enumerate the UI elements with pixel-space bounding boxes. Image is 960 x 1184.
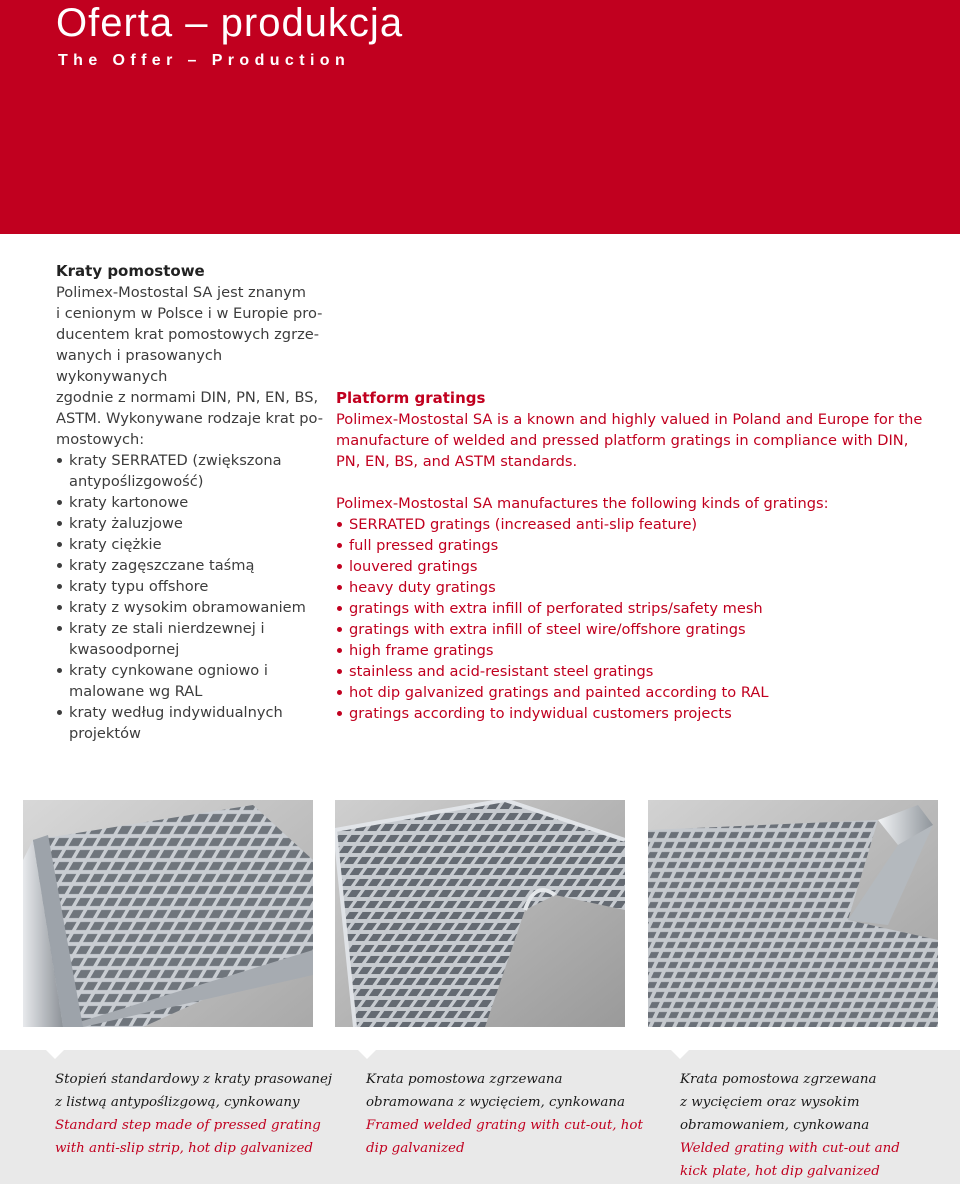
caption-pointer (46, 1050, 64, 1059)
list-item: kraty typu offshore (56, 576, 326, 597)
caption-step-grating: Stopień standardowy z kraty prasowanej z listwą antypoślizgową, cynkowany Standard step made of pressed grating with anti-slip strip, hot dip galvanized (55, 1072, 333, 1156)
list-item: louvered gratings (336, 556, 936, 577)
list-item: gratings with extra infill of steel wire/offshore gratings (336, 619, 936, 640)
polish-intro: Polimex-Mostostal SA jest znanym i cenionym w Polsce i w Europie pro- ducentem krat pomostowych zgrze- wanych i prasowanych wykonywanych zgodnie z normami DIN, PN, EN, BS, ASTM. Wykonywane rodzaje krat po- mostowych: (56, 284, 323, 448)
list-item: full pressed gratings (336, 535, 936, 556)
list-item: kraty z wysokim obramowaniem (56, 597, 326, 618)
photo-kickplate-grating (648, 800, 938, 1027)
english-heading: Platform gratings (336, 389, 486, 407)
list-item: hot dip galvanized gratings and painted according to RAL (336, 682, 936, 703)
caption-framed-grating: Krata pomostowa zgrzewana obramowana z wycięciem, cynkowana Framed welded grating with cut-out, hot dip galvanized (366, 1072, 643, 1156)
list-item: kraty ciężkie (56, 534, 326, 555)
caption-kickplate-grating: Krata pomostowa zgrzewana z wycięciem oraz wysokim obramowaniem, cynkowana Welded grating with cut-out and kick plate, hot dip galvanized (680, 1072, 900, 1179)
list-item: kraty SERRATED (zwiększona antypoślizgowość) (56, 450, 326, 492)
english-intro: Polimex-Mostostal SA is a known and highly valued in Poland and Europe for the manufacture of welded and pressed platform gratings in compliance with DIN, PN, EN, BS, and ASTM standards. (336, 411, 923, 470)
list-item: stainless and acid-resistant steel gratings (336, 661, 936, 682)
photo-step-grating (23, 800, 313, 1027)
caption-pointer (671, 1050, 689, 1059)
english-list (336, 514, 936, 724)
list-item: gratings according to indywidual customers projects (336, 703, 936, 724)
polish-list (56, 450, 326, 744)
list-item: high frame gratings (336, 640, 936, 661)
page-subtitle: The Offer – Production (58, 52, 351, 69)
list-item: heavy duty gratings (336, 577, 936, 598)
list-item: kraty kartonowe (56, 492, 326, 513)
photo-framed-grating (335, 800, 625, 1027)
list-item: SERRATED gratings (increased anti-slip feature) (336, 514, 936, 535)
polish-heading: Kraty pomostowe (56, 262, 205, 280)
header-band (0, 0, 960, 234)
polish-column (56, 261, 326, 744)
caption-pointer (358, 1050, 376, 1059)
list-item: kraty ze stali nierdzewnej i kwasoodpornej (56, 618, 326, 660)
list-item: kraty według indywidualnych projektów (56, 702, 326, 744)
list-item: kraty zagęszczane taśmą (56, 555, 326, 576)
list-item: gratings with extra infill of perforated strips/safety mesh (336, 598, 936, 619)
list-item: kraty cynkowane ogniowo i malowane wg RAL (56, 660, 326, 702)
english-column (336, 388, 936, 724)
page-title: Oferta – produkcja (56, 1, 404, 45)
list-item: kraty żaluzjowe (56, 513, 326, 534)
english-lead: Polimex-Mostostal SA manufactures the following kinds of gratings: (336, 495, 829, 512)
